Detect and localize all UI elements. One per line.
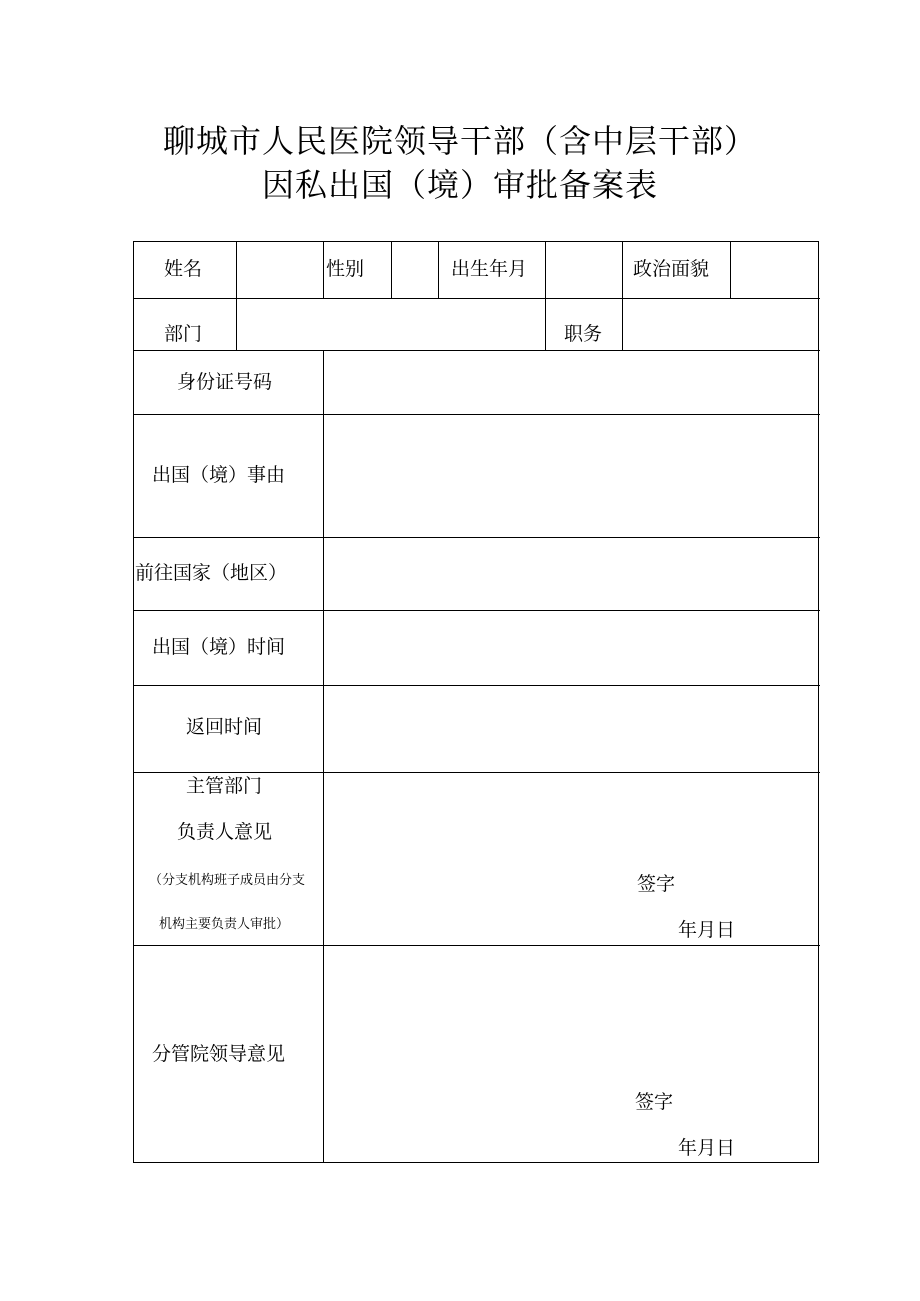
supervisor-label-line1: 主管部门 xyxy=(186,775,263,797)
cell-divider xyxy=(730,242,731,298)
row-divider xyxy=(134,945,820,946)
row-divider xyxy=(134,414,820,415)
return-time-label: 返回时间 xyxy=(186,716,263,738)
cell-divider xyxy=(438,242,439,298)
cell-divider xyxy=(622,242,623,350)
leader-date-label: 年月日 xyxy=(678,1137,736,1159)
form-title-line1: 聊城市人民医院领导干部（含中层干部） xyxy=(162,122,757,160)
approval-form-table xyxy=(133,241,819,1163)
supervisor-note-line1: （分支机构班子成员由分支 xyxy=(149,873,306,888)
row-divider xyxy=(134,685,820,686)
supervisor-label-line2: 负责人意见 xyxy=(177,821,273,843)
cell-divider xyxy=(323,350,324,1162)
position-label: 职务 xyxy=(564,323,603,345)
supervisor-note-line2: 机构主要负责人审批） xyxy=(159,917,290,932)
row-divider xyxy=(134,537,820,538)
cell-divider xyxy=(323,242,324,298)
departure-time-label: 出国（境）时间 xyxy=(152,636,286,658)
row-divider xyxy=(134,772,820,773)
destination-label: 前往国家（地区） xyxy=(135,562,288,584)
name-label: 姓名 xyxy=(164,258,203,280)
cell-divider xyxy=(545,242,546,350)
supervisor-signature-label: 签字 xyxy=(637,873,676,895)
cell-divider xyxy=(236,242,237,298)
gender-label: 性别 xyxy=(326,258,365,280)
travel-reason-label: 出国（境）事由 xyxy=(152,464,286,486)
political-status-label: 政治面貌 xyxy=(633,258,710,280)
id-number-label: 身份证号码 xyxy=(177,371,273,393)
row-divider xyxy=(134,610,820,611)
form-title-line2: 因私出国（境）审批备案表 xyxy=(261,166,658,204)
department-label: 部门 xyxy=(164,323,203,345)
birth-date-label: 出生年月 xyxy=(451,258,528,280)
leader-signature-label: 签字 xyxy=(635,1091,674,1113)
leader-opinion-label: 分管院领导意见 xyxy=(152,1043,286,1065)
cell-divider xyxy=(391,242,392,298)
row-divider xyxy=(134,350,820,351)
cell-divider xyxy=(236,298,237,350)
supervisor-date-label: 年月日 xyxy=(678,919,736,941)
